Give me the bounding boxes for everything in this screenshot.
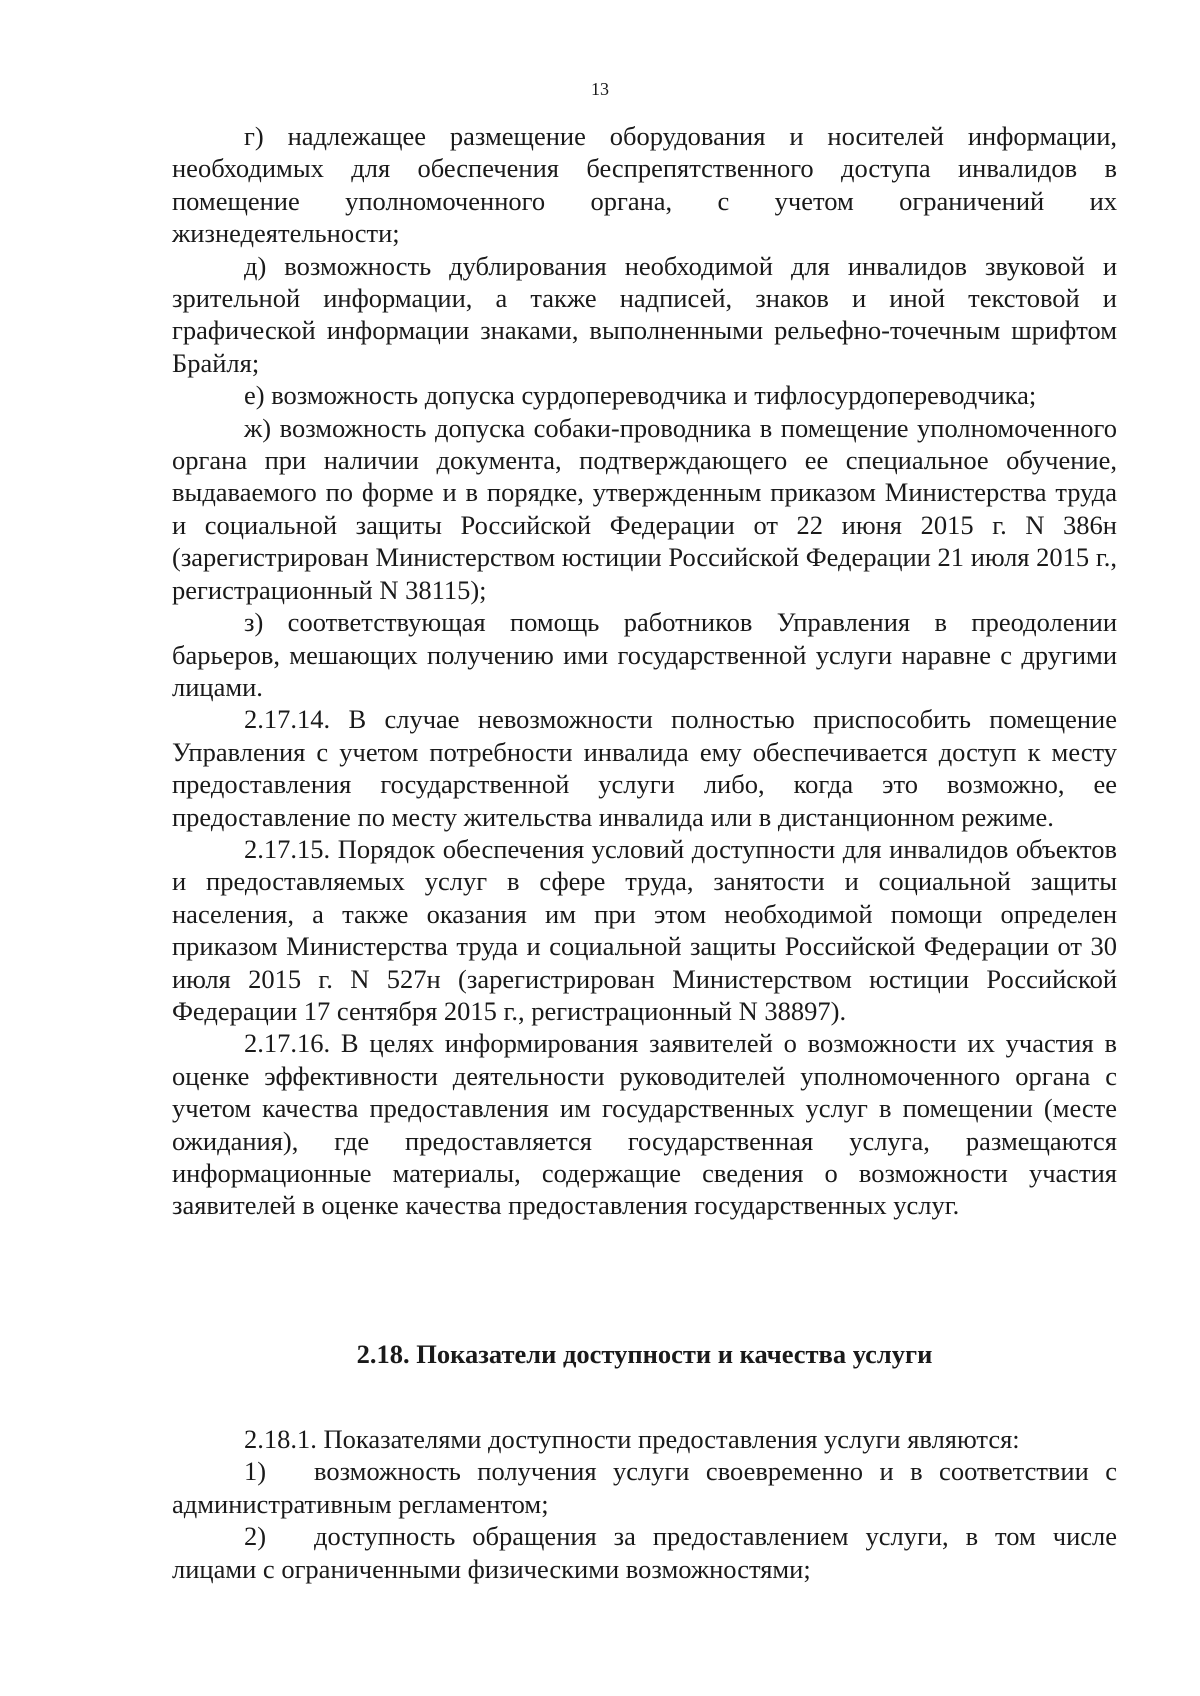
paragraph-d: д) возможность дублирования необходимой для инвалидов звуковой и зрительной информации, а также надписей, знаков и иной текстовой и графической информации знаками, выполненными рельефно-точечным шрифтом Брайля; xyxy=(172,250,1117,378)
section-2-18 xyxy=(172,1423,1117,1585)
section-intro: 2.18.1. Показателями доступности предоставления услуги являются: xyxy=(244,1424,1020,1454)
paragraph-zh: ж) возможность допуска собаки-проводника в помещение уполномоченного органа при наличии документа, подтверждающего ее специальное обучение, выдаваемого по форме и в порядке, утвержденным приказом Министерства труда и социальной защиты Российской Федерации от 22 июня 2015 г. N 386н (зарегистрирован Министерством юстиции Российской Федерации 21 июля 2015 г., регистрационный N 38115); xyxy=(172,412,1117,605)
list-item-number: 2) xyxy=(244,1521,267,1552)
list-item xyxy=(172,1520,1117,1585)
paragraph-2-17-15: 2.17.15. Порядок обеспечения условий доступности для инвалидов объектов и предоставляемых услуг в сфере труда, занятости и социальной защиты населения, а также оказания им при этом необходимой помощи определен приказом Министерства труда и социальной защиты Российской Федерации от 30 июля 2015 г. N 527н (зарегистрирован Министерством юстиции Российской Федерации 17 сентября 2015 г., регистрационный N 38897). xyxy=(172,833,1117,1026)
list-item xyxy=(172,1455,1117,1520)
document-body xyxy=(172,120,1117,1222)
list-item-text: доступность обращения за предоставлением услуги, в том числе лицами с ограниченными физическими возможностями; xyxy=(172,1521,1117,1584)
paragraph-z: з) соответствующая помощь работников Управления в преодолении барьеров, мешающих получению ими государственной услуги наравне с другими лицами. xyxy=(172,607,1117,702)
page-number: 13 xyxy=(591,79,609,99)
list-item-text: возможность получения услуги своевременно и в соответствии с административным регламентом; xyxy=(172,1456,1117,1519)
paragraph-e: е) возможность допуска сурдопереводчика и тифлосурдопереводчика; xyxy=(244,380,1037,411)
paragraph-2-17-16: 2.17.16. В целях информирования заявителей о возможности их участия в оценке эффективности деятельности руководителей уполномоченного органа с учетом качества предоставления им государственных услуг в помещении (месте ожидания), где предоставляется государственная услуга, размещаются информационные материалы, содержащие сведения о возможности участия заявителей в оценке качества предоставления государственных услуг. xyxy=(172,1028,1117,1221)
list-item-number: 1) xyxy=(244,1456,267,1487)
paragraph-2-17-14: 2.17.14. В случае невозможности полностью приспособить помещение Управления с учетом потребности инвалида ему обеспечивается доступ к месту предоставления государственной услуги либо, когда это возможно, ее предоставление по месту жительства инвалида или в дистанционном режиме. xyxy=(172,704,1117,832)
section-heading: 2.18. Показатели доступности и качества услуги xyxy=(356,1339,933,1369)
paragraph-g: г) надлежащее размещение оборудования и носителей информации, необходимых для обеспечения беспрепятственного доступа инвалидов в помещение уполномоченного органа, с учетом ограничений их жизнедеятельности; xyxy=(172,121,1117,249)
